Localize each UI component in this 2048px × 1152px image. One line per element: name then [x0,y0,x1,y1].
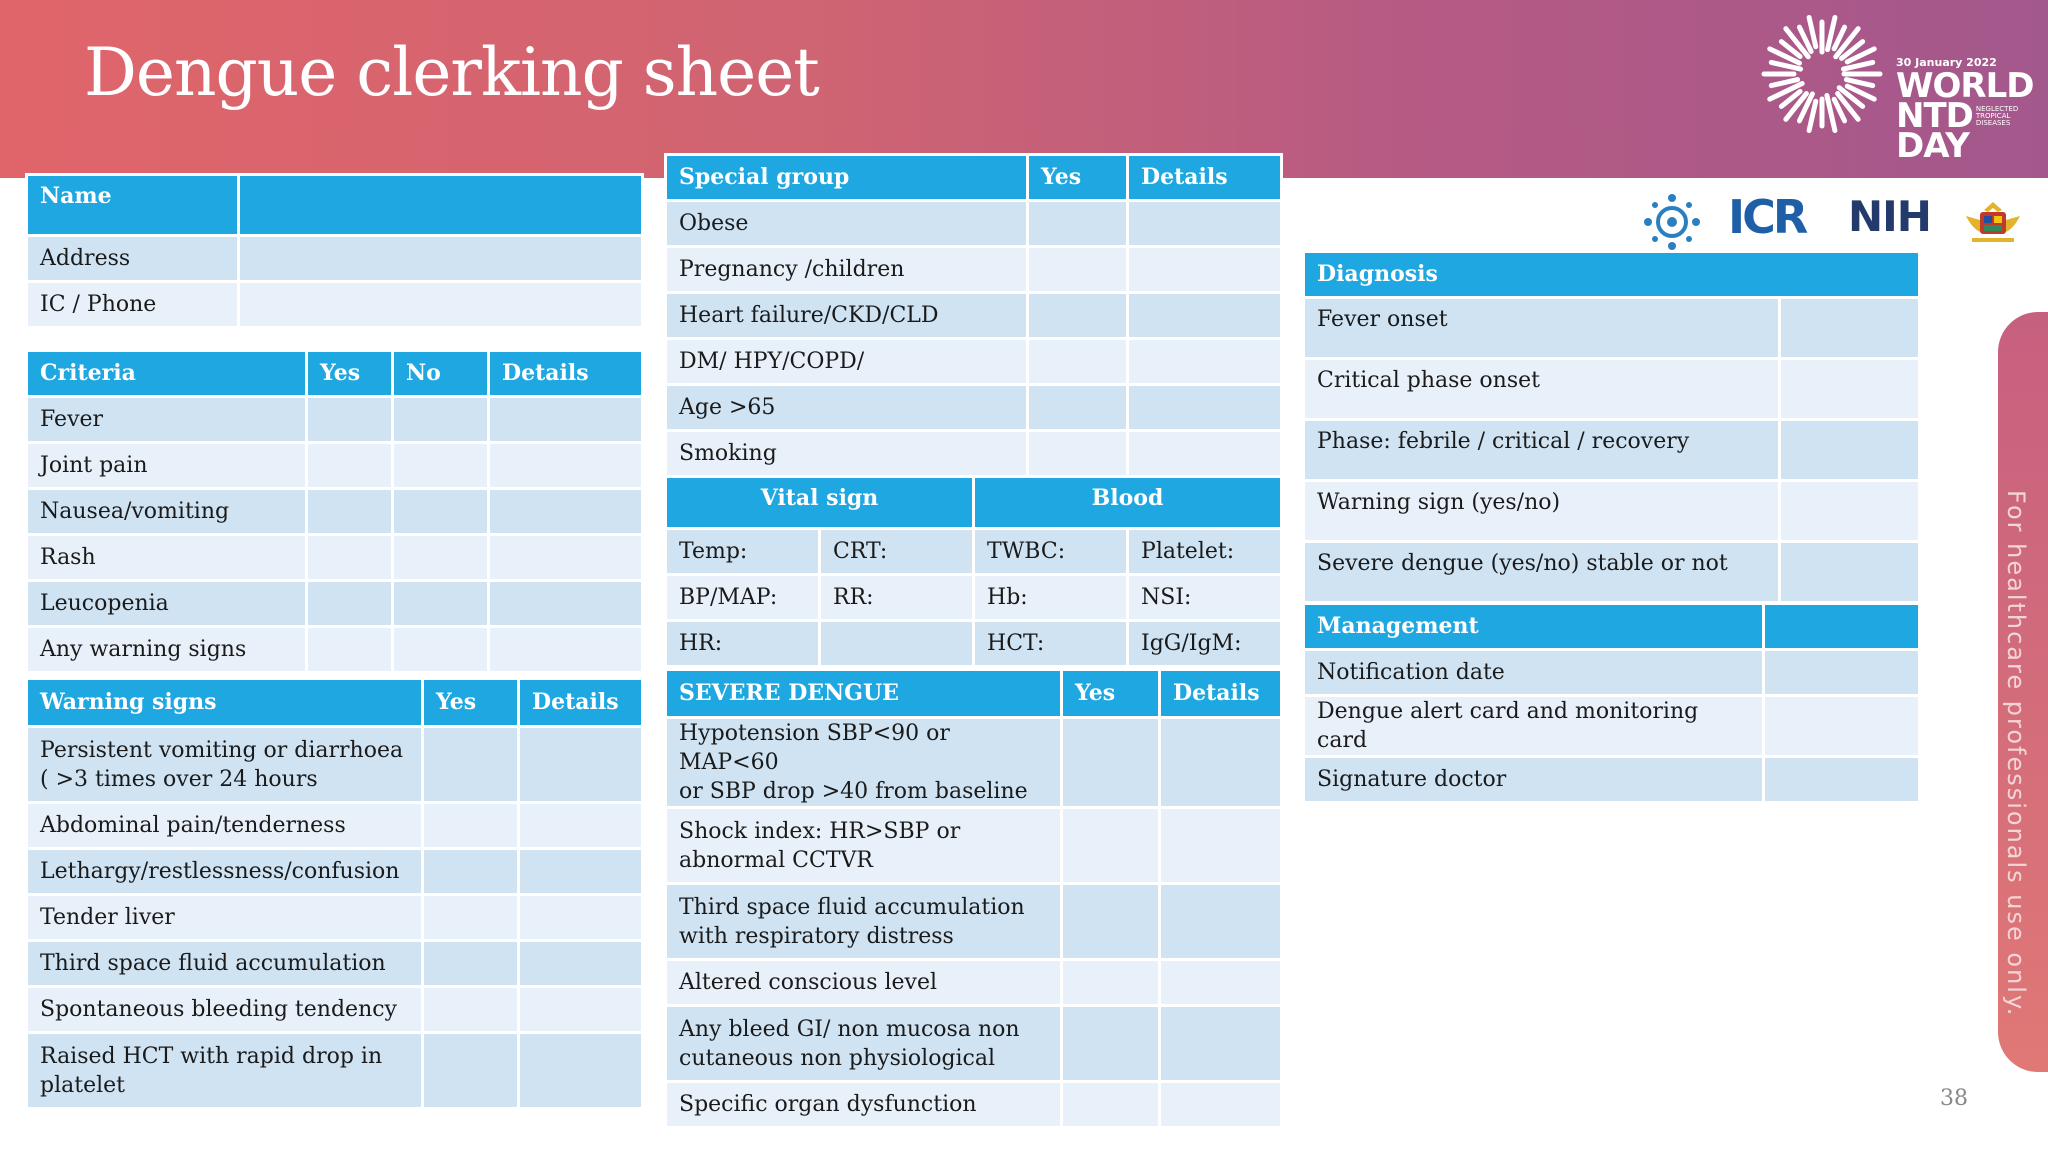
table-row [27,627,643,673]
diagnosis-header: Diagnosis [1304,252,1920,298]
warning-label: Tender liver [27,895,423,941]
table-row [666,385,1282,431]
criteria-label: Fever [27,397,307,443]
warning-yes-cell[interactable] [423,895,519,941]
criteria-details-cell[interactable] [489,397,643,443]
diagnosis-value-cell[interactable] [1780,359,1920,420]
bp-map-cell[interactable]: BP/MAP: [666,575,820,621]
criteria-details-cell[interactable] [489,443,643,489]
world-ntd-day-logo [1760,12,2040,166]
special-yes-cell[interactable] [1028,339,1128,385]
criteria-label: Leucopenia [27,581,307,627]
sun-burst-icon [1760,12,1884,136]
address-field[interactable] [239,236,643,282]
severe-details-cell[interactable] [1160,718,1282,808]
severe-yes-cell[interactable] [1062,1006,1160,1082]
table-row [27,987,643,1033]
warning-yes-cell[interactable] [423,803,519,849]
special-yes-header: Yes [1028,155,1128,201]
criteria-label: Rash [27,535,307,581]
severe-details-cell[interactable] [1160,1006,1282,1082]
warning-label: Abdominal pain/tenderness [27,803,423,849]
virus-logo-icon [1640,192,1704,252]
ntd-day: DAY [1896,126,1969,166]
severe-dengue-header: SEVERE DENGUE [666,670,1062,718]
criteria-label: Nausea/vomiting [27,489,307,535]
management-table [1302,602,1921,804]
table-row [27,803,643,849]
severe-label: Specific organ dysfunction [666,1082,1062,1128]
criteria-details-cell[interactable] [489,627,643,673]
management-label: Signature doctor [1304,757,1764,803]
warning-yes-cell[interactable] [423,941,519,987]
table-row [666,960,1282,1006]
criteria-yes-cell[interactable] [307,535,393,581]
severe-yes-cell[interactable] [1062,808,1160,884]
warning-details-cell[interactable] [519,987,643,1033]
warning-label: Persistent vomiting or diarrhoea ( >3 times over 24 hours [27,727,423,803]
criteria-yes-cell[interactable] [307,627,393,673]
severe-yes-header: Yes [1062,670,1160,718]
table-row [1304,696,1920,757]
table-row [1304,420,1920,481]
diagnosis-label: Severe dengue (yes/no) stable or not [1304,542,1780,603]
severe-dengue-table [664,668,1283,1129]
criteria-header: Criteria [27,351,307,397]
table-row [27,849,643,895]
table-row [27,443,643,489]
table-row [27,1033,643,1109]
criteria-no-header: No [393,351,489,397]
warning-label: Spontaneous bleeding tendency [27,987,423,1033]
warning-details-cell[interactable] [519,803,643,849]
warning-yes-cell[interactable] [423,987,519,1033]
rr-cell[interactable]: RR: [820,575,974,621]
table-row [1304,542,1920,603]
side-note: For healthcare professionals use only. [2002,490,2030,1018]
severe-label: Altered conscious level [666,960,1062,1006]
table-row [27,727,643,803]
warning-details-cell[interactable] [519,1033,643,1109]
severe-details-header: Details [1160,670,1282,718]
special-label: Pregnancy /children [666,247,1028,293]
table-row [666,575,1282,621]
table-row [1304,298,1920,359]
diagnosis-label: Phase: febrile / critical / recovery [1304,420,1780,481]
twbc-cell[interactable]: TWBC: [974,529,1128,575]
table-row [666,718,1282,808]
vital-blood-table [664,475,1283,668]
ic-phone-label: IC / Phone [27,282,239,328]
name-field[interactable] [239,175,643,236]
malaysia-crest-icon [1958,198,2028,248]
icr-logo: ICR [1728,190,1806,244]
special-group-table [664,153,1283,478]
blood-header: Blood [974,477,1282,529]
special-details-cell[interactable] [1128,247,1282,293]
criteria-no-cell[interactable] [393,489,489,535]
severe-label: Shock index: HR>SBP or abnormal CCTVR [666,808,1062,884]
special-label: Smoking [666,431,1028,477]
severe-details-cell[interactable] [1160,808,1282,884]
crt-cell[interactable]: CRT: [820,529,974,575]
warning-details-cell[interactable] [519,727,643,803]
hr-cell[interactable]: HR: [666,621,820,667]
diagnosis-label: Fever onset [1304,298,1780,359]
warning-details-header: Details [519,679,643,727]
special-label: DM/ HPY/COPD/ [666,339,1028,385]
criteria-details-cell[interactable] [489,581,643,627]
diagnosis-label: Critical phase onset [1304,359,1780,420]
name-label: Name [27,175,239,236]
table-row [27,535,643,581]
special-details-header: Details [1128,155,1282,201]
management-header: Management [1304,604,1764,650]
warning-label: Raised HCT with rapid drop in platelet [27,1033,423,1109]
special-details-cell[interactable] [1128,293,1282,339]
special-yes-cell[interactable] [1028,247,1128,293]
vital-sign-header: Vital sign [666,477,974,529]
hb-cell[interactable]: Hb: [974,575,1128,621]
management-value-cell[interactable] [1764,696,1920,757]
table-row [27,489,643,535]
warning-yes-cell[interactable] [423,1033,519,1109]
address-label: Address [27,236,239,282]
warning-label: Lethargy/restlessness/confusion [27,849,423,895]
ntd-date: 30 January 2022 [1896,56,1997,69]
severe-yes-cell[interactable] [1062,884,1160,960]
table-row [666,339,1282,385]
criteria-yes-cell[interactable] [307,581,393,627]
criteria-no-cell[interactable] [393,443,489,489]
diagnosis-value-cell[interactable] [1780,481,1920,542]
table-row [27,895,643,941]
special-details-cell[interactable] [1128,201,1282,247]
severe-label: Any bleed GI/ non mucosa non cutaneous non physiological [666,1006,1062,1082]
table-row [666,808,1282,884]
warning-signs-header: Warning signs [27,679,423,727]
diagnosis-value-cell[interactable] [1780,420,1920,481]
warning-details-cell[interactable] [519,941,643,987]
warning-details-cell[interactable] [519,895,643,941]
empty-vital-cell[interactable] [820,621,974,667]
ic-phone-field[interactable] [239,282,643,328]
criteria-yes-cell[interactable] [307,397,393,443]
severe-details-cell[interactable] [1160,1082,1282,1128]
special-yes-cell[interactable] [1028,293,1128,339]
warning-yes-cell[interactable] [423,727,519,803]
special-label: Obese [666,201,1028,247]
page-title: Dengue clerking sheet [84,34,819,111]
igg-igm-cell[interactable]: IgG/IgM: [1128,621,1282,667]
patient-info-table [25,173,644,329]
table-row [666,1082,1282,1128]
ntd-ntd: NTD [1896,96,1973,136]
diagnosis-value-cell[interactable] [1780,542,1920,603]
severe-yes-cell[interactable] [1062,1082,1160,1128]
table-row [666,431,1282,477]
special-details-cell[interactable] [1128,385,1282,431]
special-label: Age >65 [666,385,1028,431]
hct-cell[interactable]: HCT: [974,621,1128,667]
criteria-details-cell[interactable] [489,535,643,581]
criteria-label: Any warning signs [27,627,307,673]
special-yes-cell[interactable] [1028,201,1128,247]
criteria-label: Joint pain [27,443,307,489]
warning-label: Third space fluid accumulation [27,941,423,987]
criteria-details-header: Details [489,351,643,397]
criteria-yes-header: Yes [307,351,393,397]
special-details-cell[interactable] [1128,339,1282,385]
criteria-no-cell[interactable] [393,397,489,443]
criteria-yes-cell[interactable] [307,443,393,489]
platelet-cell[interactable]: Platelet: [1128,529,1282,575]
special-yes-cell[interactable] [1028,385,1128,431]
management-value-cell[interactable] [1764,650,1920,696]
diagnosis-table [1302,250,1921,604]
table-row [666,1006,1282,1082]
warning-details-cell[interactable] [519,849,643,895]
management-label: Notification date [1304,650,1764,696]
partner-logos [1640,190,2040,254]
criteria-details-cell[interactable] [489,489,643,535]
severe-yes-cell[interactable] [1062,960,1160,1006]
diagnosis-label: Warning sign (yes/no) [1304,481,1780,542]
criteria-no-cell[interactable] [393,535,489,581]
criteria-no-cell[interactable] [393,627,489,673]
table-row [1304,757,1920,803]
special-label: Heart failure/CKD/CLD [666,293,1028,339]
table-row [1304,650,1920,696]
severe-label: Third space fluid accumulation with respiratory distress [666,884,1062,960]
table-row [666,247,1282,293]
table-row [666,293,1282,339]
warning-yes-header: Yes [423,679,519,727]
special-details-cell[interactable] [1128,431,1282,477]
criteria-yes-cell[interactable] [307,489,393,535]
table-row [666,201,1282,247]
ntd-world: WORLD [1896,66,2034,106]
severe-details-cell[interactable] [1160,884,1282,960]
warning-yes-cell[interactable] [423,849,519,895]
nsi-cell[interactable]: NSI: [1128,575,1282,621]
management-label: Dengue alert card and monitoring card [1304,696,1764,757]
nih-logo: NIH [1848,192,1931,241]
table-row [27,941,643,987]
table-row [27,397,643,443]
diagnosis-value-cell[interactable] [1780,298,1920,359]
table-row [27,581,643,627]
ntd-small-text: NEGLECTED TROPICAL DISEASES [1975,104,2019,127]
severe-details-cell[interactable] [1160,960,1282,1006]
criteria-no-cell[interactable] [393,581,489,627]
table-row [666,529,1282,575]
special-group-header: Special group [666,155,1028,201]
table-row [1304,359,1920,420]
temp-cell[interactable]: Temp: [666,529,820,575]
severe-label: Hypotension SBP<90 or MAP<60 or SBP drop >40 from baseline [666,718,1062,808]
table-row [666,884,1282,960]
warning-signs-table [25,677,644,1110]
management-value-cell[interactable] [1764,757,1920,803]
page-number: 38 [1940,1086,1968,1111]
special-yes-cell[interactable] [1028,431,1128,477]
table-row [1304,481,1920,542]
severe-yes-cell[interactable] [1062,718,1160,808]
table-row [666,621,1282,667]
criteria-table [25,349,644,674]
management-header-blank [1764,604,1920,650]
